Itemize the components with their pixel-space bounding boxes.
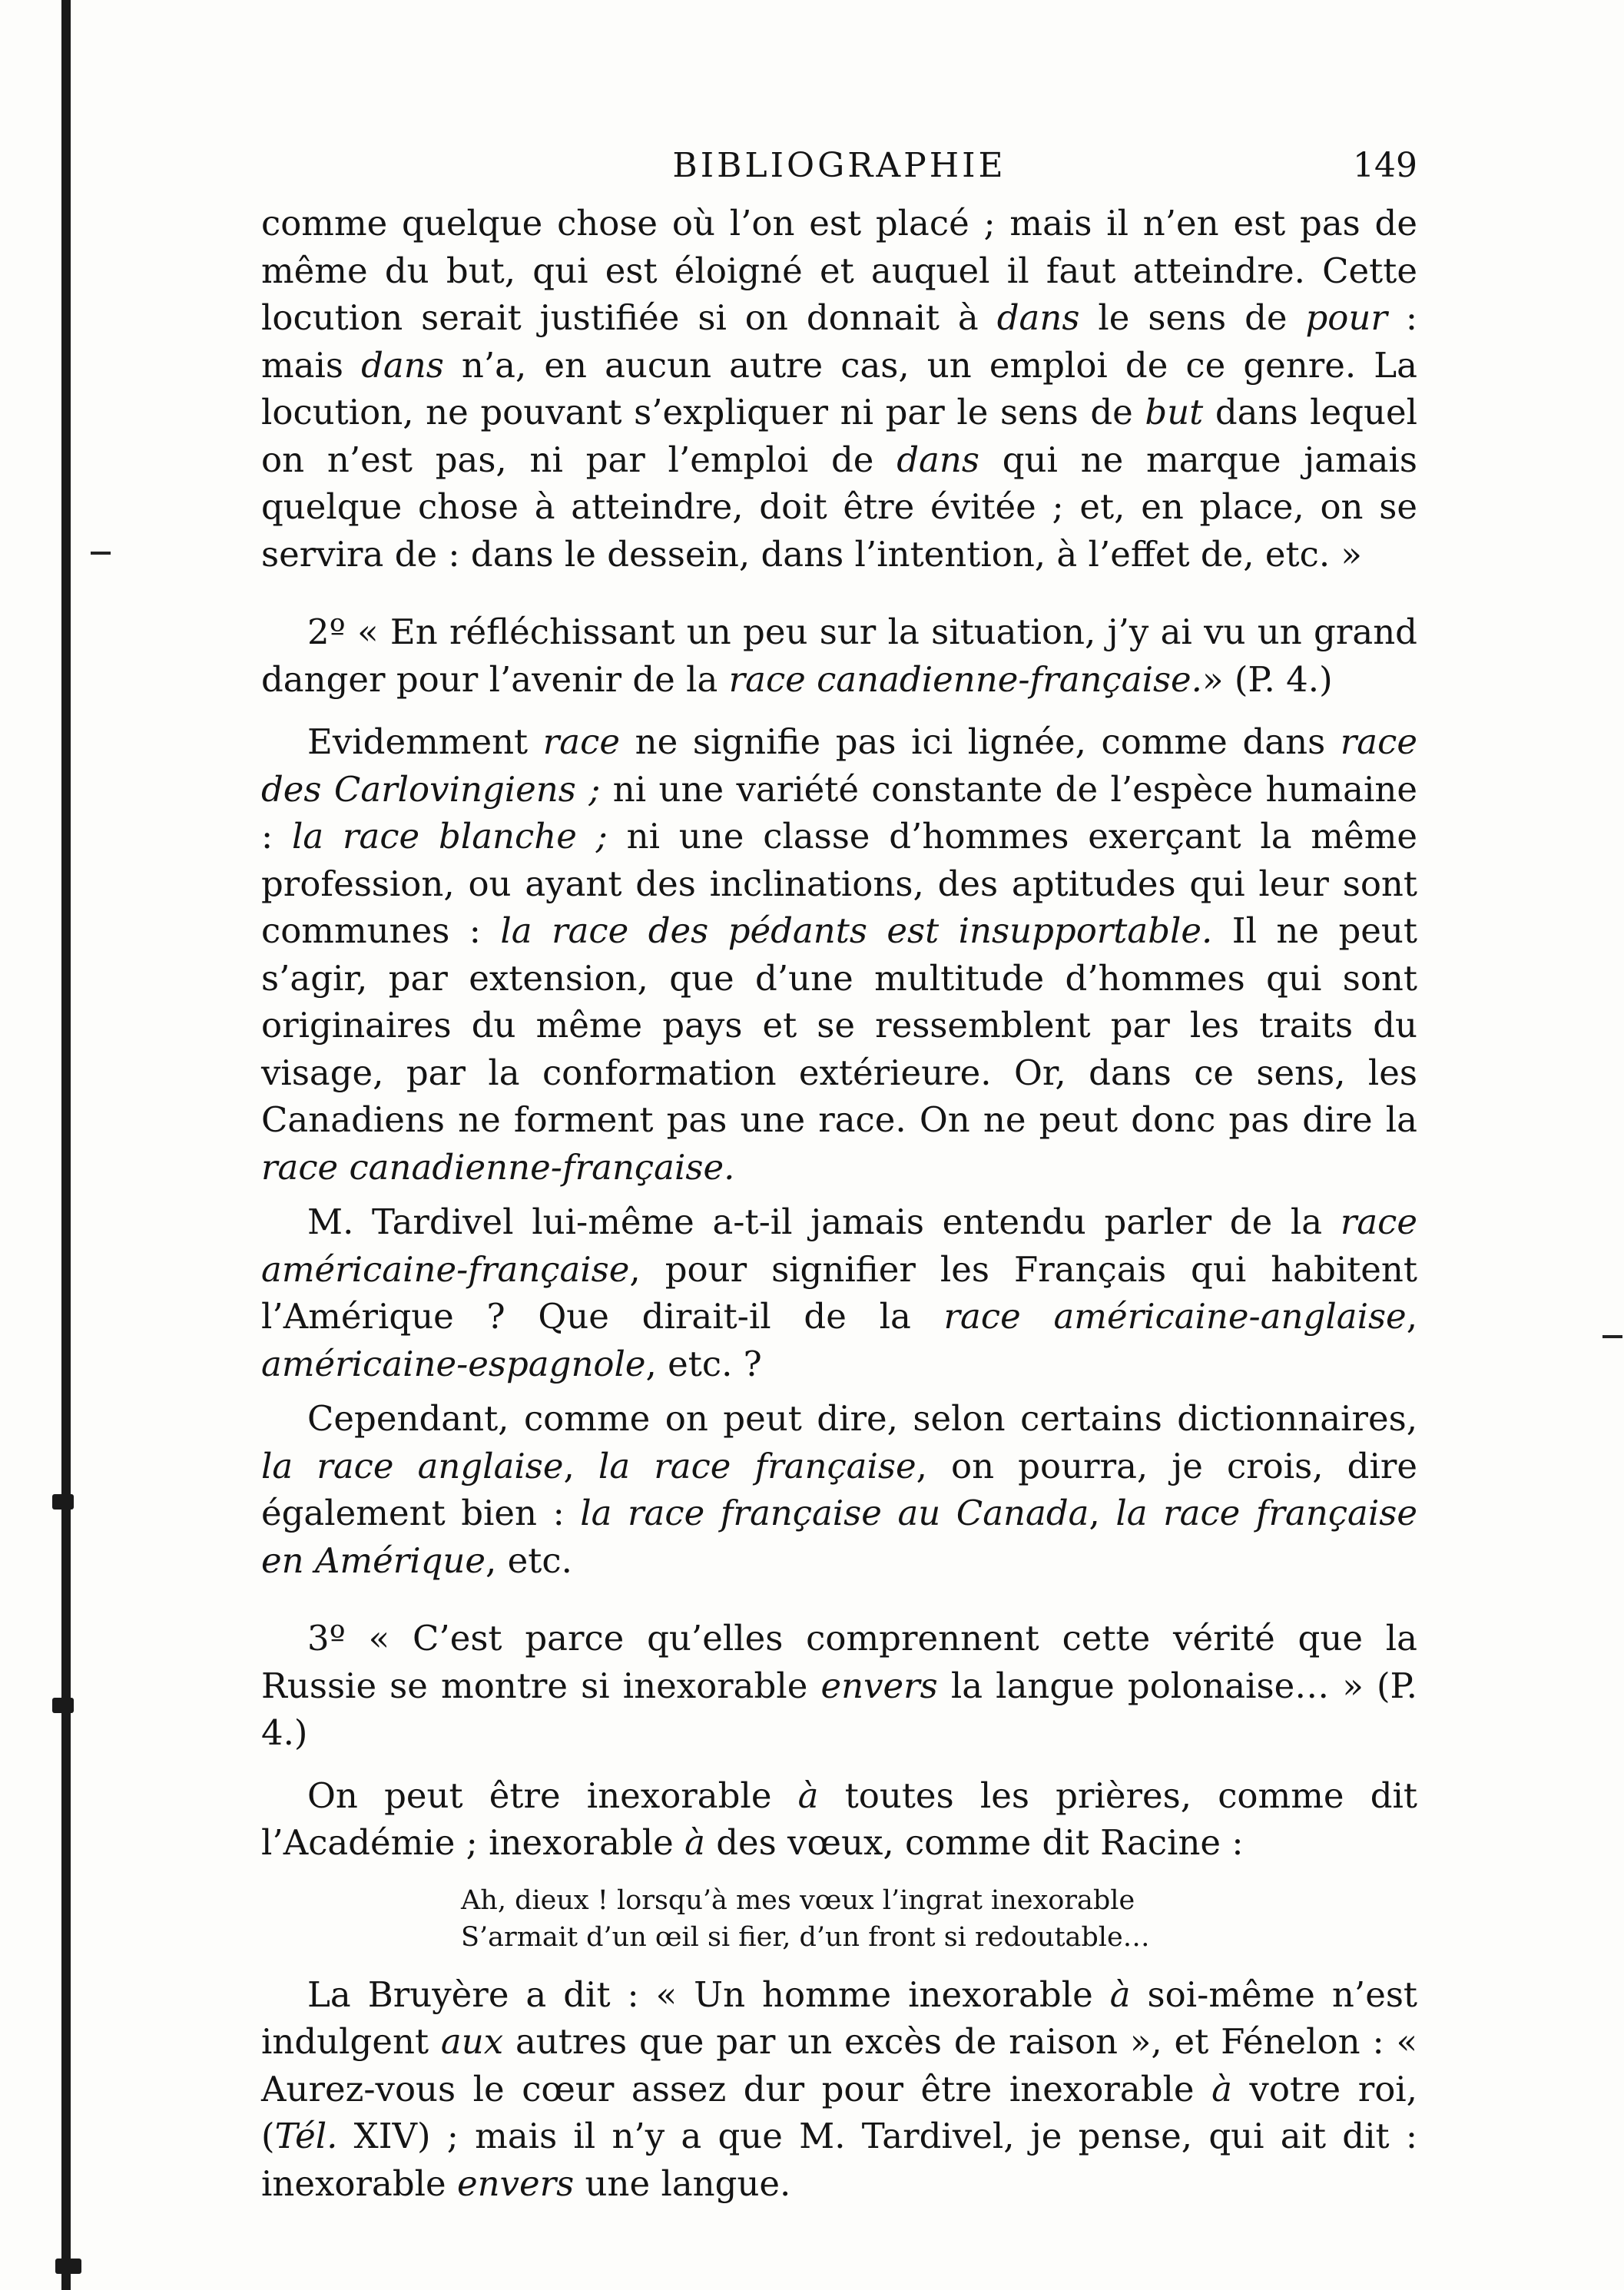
text: 3º « C’est parce qu’elles comprennent cette vérité que la Russie se montre si inexorable	[261, 1618, 1417, 1706]
italic-text: à	[1109, 1974, 1131, 2015]
italic-text: dans	[897, 439, 979, 480]
text: 2º « En réfléchissant un peu sur la situation, j’y ai vu un grand danger pour l’avenir de la	[261, 611, 1417, 700]
text: » (P. 4.)	[1202, 658, 1333, 700]
text: ne signifie pas ici lignée, comme dans	[619, 721, 1341, 762]
text: votre roi, (	[261, 2068, 1417, 2156]
text: ,	[563, 1445, 598, 1486]
text: une langue.	[574, 2162, 791, 2204]
margin-mark	[91, 552, 111, 555]
text: comme quelque chose où l’on est placé ; mais il n’en est pas de même du but, qui est éloigné et auquel il faut atteindre. Cette locution serait justifiée si on donnait à	[261, 203, 1417, 338]
binding-edge	[61, 0, 71, 2290]
text: la langue polonaise… » (P. 4.)	[261, 1665, 1417, 1753]
text: des vœux, comme dit Racine :	[704, 1822, 1244, 1863]
text: , pour signifier les Français qui habitent l’Amérique ? Que dirait-il de la	[261, 1248, 1417, 1337]
text: : mais	[261, 297, 1417, 386]
italic-text: à	[684, 1822, 705, 1863]
text: ni une classe d’hommes exerçant la même profession, ou ayant des inclinations, des aptitudes qui leur sont communes :	[261, 816, 1417, 951]
verse-line: S’armait d’un œil si fier, d’un front si redoutable…	[461, 1921, 1150, 1953]
text: dans lequel on n’est pas, ni par l’emploi de	[261, 392, 1417, 480]
italic-text: américaine-espagnole	[261, 1343, 646, 1384]
italic-text: race des Carlovingiens ;	[261, 721, 1417, 810]
running-header	[261, 146, 1417, 200]
text: ,	[1406, 1296, 1417, 1337]
paragraph	[261, 1772, 1417, 1867]
italic-text: race américaine-française	[261, 1201, 1417, 1290]
paragraph	[261, 1198, 1417, 1387]
running-title: BIBLIOGRAPHIE	[672, 146, 1006, 185]
italic-text: la race française	[598, 1445, 916, 1486]
verse-quote	[461, 1882, 1417, 1956]
text: le sens de	[1079, 297, 1306, 338]
italic-text: pour	[1305, 297, 1387, 338]
italic-text: race américaine-anglaise	[943, 1296, 1407, 1337]
page	[261, 146, 1417, 2207]
quoted-paragraph	[261, 608, 1417, 703]
text: toutes les prières, comme dit l’Académie ; inexorable	[261, 1775, 1417, 1863]
binding-mark	[52, 1698, 74, 1713]
italic-text: race canadienne-française.	[728, 658, 1202, 700]
text: , etc.	[486, 1539, 572, 1581]
italic-text: la race des pédants est insupportable.	[500, 910, 1213, 951]
text: , etc. ?	[645, 1343, 762, 1384]
italic-text: dans	[361, 344, 444, 386]
italic-text: but	[1145, 392, 1204, 432]
italic-text: à	[1211, 2068, 1232, 2109]
paragraph	[261, 200, 1417, 578]
paragraph	[261, 1971, 1417, 2208]
italic-text: la race française au Canada	[580, 1493, 1089, 1533]
italic-text: race	[542, 721, 620, 762]
text: M. Tardivel lui-même a-t-il jamais entendu parler de la	[307, 1201, 1341, 1242]
text: Il ne peut s’agir, par extension, que d’une multitude d’hommes qui sont originaires du même pays et se ressemblent par les traits du visage, par la conformation extérieure. Or, dans ce sens, les Canadiens ne forment pas une race. On ne peut donc pas dire la	[261, 910, 1417, 1140]
binding-mark	[52, 1494, 74, 1510]
italic-text: Tél.	[274, 2116, 338, 2156]
italic-text: dans	[996, 297, 1080, 338]
text: XIV) ; mais il n’y a que M. Tardivel, je pense, qui ait dit : inexorable	[261, 2116, 1417, 2204]
italic-text: à	[797, 1775, 819, 1816]
italic-text: la race anglaise	[261, 1445, 564, 1486]
text: soi-même n’est indulgent	[261, 1974, 1418, 2062]
italic-text: envers	[456, 2162, 575, 2204]
verse-line: Ah, dieux ! lorsqu’à mes vœux l’ingrat inexorable	[461, 1884, 1135, 1916]
text: La Bruyère a dit : « Un homme inexorable	[307, 1974, 1110, 2015]
page-number: 149	[1353, 146, 1417, 185]
quoted-paragraph	[261, 1615, 1417, 1757]
italic-text: la race blanche ;	[291, 816, 608, 857]
text: qui ne marque jamais quelque chose à atteindre, doit être évitée ; et, en place, on se servira de : dans le dessein, dans l’intention, à l’effet de, etc. »	[261, 439, 1417, 575]
text: Cependant, comme on peut dire, selon certains dictionnaires,	[307, 1398, 1417, 1439]
text: Evidemment	[307, 721, 543, 762]
margin-mark	[1602, 1335, 1622, 1338]
italic-text: envers	[820, 1665, 938, 1706]
italic-text: race canadienne-française.	[261, 1146, 735, 1188]
italic-text: aux	[440, 2021, 504, 2062]
text: , on pourra, je crois, dire également bien :	[261, 1445, 1417, 1533]
text: On peut être inexorable	[307, 1775, 798, 1816]
text: n’a, en aucun autre cas, un emploi de ce genre. La locution, ne pouvant s’expliquer ni par le sens de	[261, 344, 1417, 432]
text: autres que par un excès de raison », et Fénelon : « Aurez-vous le cœur assez dur pour être inexorable	[261, 2021, 1417, 2109]
text: ni une variété constante de l’espèce humaine :	[261, 768, 1417, 857]
text: ,	[1089, 1493, 1116, 1533]
italic-text: la race française en Amérique	[261, 1493, 1417, 1581]
paragraph	[261, 1395, 1417, 1584]
paragraph	[261, 718, 1417, 1191]
binding-mark	[55, 2259, 81, 2274]
